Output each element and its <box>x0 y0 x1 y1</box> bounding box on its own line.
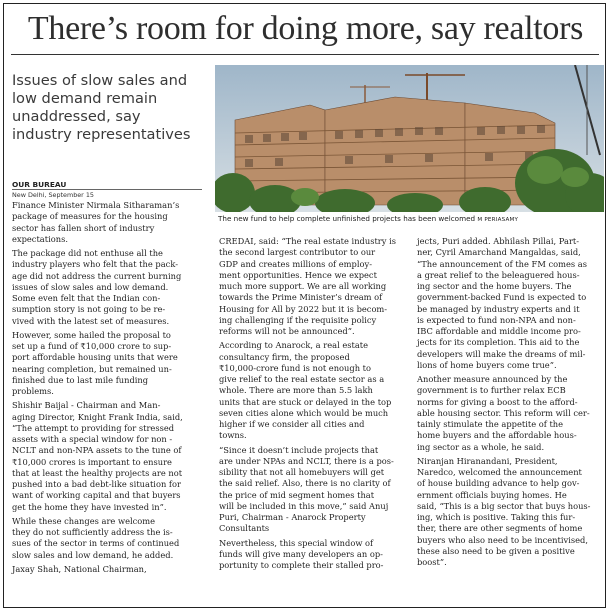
body-line: ing sector as a whole, he said. <box>417 441 545 452</box>
body-line: ₹10,000-crore fund is not enough to <box>219 362 372 373</box>
body-line: assets with a special window for non - <box>12 434 173 444</box>
body-line: whole. There are more than 5.5 lakh <box>219 385 373 396</box>
body-line: want of working capital and that buyers <box>12 490 181 501</box>
body-line: Puri, Chairman - Anarock Property <box>219 512 366 522</box>
body-line: tainly stimulate the appetite of the <box>417 419 564 429</box>
article-column-1 <box>12 200 208 575</box>
body-line: funds will give many developers an op- <box>219 548 383 559</box>
body-line: package of measures for the housing <box>12 211 168 222</box>
body-line: home buyers and the affordable hous- <box>417 430 577 441</box>
byline: OUR BUREAU <box>12 180 67 189</box>
body-line: However, some hailed the proposal to <box>12 329 171 340</box>
body-line: age did not address the current burning <box>12 270 182 281</box>
body-line: CREDAI, said: “The real estate industry is <box>219 236 397 246</box>
body-line: aging Director, Knight Frank India, said, <box>12 411 183 422</box>
body-line: said, “This is a big sector that buys hous- <box>417 500 591 511</box>
body-line: According to Anarock, a real estate <box>219 340 369 351</box>
body-line: expectations. <box>12 233 68 244</box>
body-line: Naredco, welcomed the announcement <box>417 467 582 477</box>
body-line: sumption story is not going to be re- <box>12 304 166 315</box>
body-line: portunity to complete their stalled pro- <box>219 560 384 570</box>
body-line: the price of mid segment homes that <box>219 489 375 500</box>
body-line: ing sector and the home buyers. The <box>417 281 572 291</box>
article-column-3 <box>417 236 606 568</box>
body-line: seven cities alone which would be much <box>219 407 389 418</box>
headline-rule <box>11 54 599 55</box>
body-line: towards the Prime Minister’s dream of <box>219 292 383 303</box>
body-line: Finance Minister Nirmala Sitharaman’s <box>12 200 180 210</box>
byline-rule <box>12 189 202 190</box>
body-line: Niranjan Hiranandani, President, <box>417 455 558 466</box>
body-line: Jaxay Shah, National Chairman, <box>12 563 147 574</box>
body-line: Consultants <box>219 523 270 534</box>
body-line: Shishir Baijal - Chairman and Man- <box>12 400 161 411</box>
body-line: sector has fallen short of industry <box>12 222 155 233</box>
body-line: Another measure announced by the <box>417 374 568 384</box>
deck-line: low demand remain <box>12 90 158 107</box>
body-line: port affordable housing units that were <box>12 352 178 363</box>
body-line: units that are stuck or delayed in the top <box>219 396 392 407</box>
body-line: ₹10,000 crores is important to ensure <box>12 456 172 467</box>
body-line: Housing for All by 2022 but it is becom- <box>219 303 388 314</box>
body-line: that at least the healthy projects are not <box>12 467 183 478</box>
body-line: give relief to the real estate sector as a <box>219 374 385 384</box>
body-line: buyers who also need to be incentivised, <box>417 534 588 545</box>
body-line: lions of home buyers come true”. <box>417 359 557 370</box>
body-line: slow sales and low demand, he added. <box>12 549 174 560</box>
body-line: much more support. We are all working <box>219 281 387 291</box>
body-line: NCLT and non-NPA assets to the tune of <box>12 445 182 456</box>
photo-caption <box>218 213 604 226</box>
deck-line: industry representatives <box>12 126 191 143</box>
body-line: are under NPAs and NCLT, there is a pos- <box>219 455 394 466</box>
body-line: they do not sufficiently address the is- <box>12 527 173 537</box>
caption-text: The new fund to help complete unfinished projects has been welcomed <box>218 214 476 223</box>
body-line: higher if we consider all cities and <box>219 419 365 429</box>
body-line: ther, there are other segments of home <box>417 523 583 534</box>
body-line: ing, which is positive. Taking this fur- <box>417 512 576 522</box>
body-line: of house building advance to help gov- <box>417 478 580 489</box>
body-line: reforms will not be announced”. <box>219 326 355 336</box>
body-line: government is to further relax ECB <box>417 385 566 396</box>
body-line: industry players who felt that the pack- <box>12 259 178 270</box>
body-line: the said relief. Also, there is no clarity of <box>219 478 391 489</box>
body-line: ing challenging if the requisite policy <box>219 314 377 325</box>
body-line: consultancy firm, the proposed <box>219 351 350 362</box>
body-line: towns. <box>219 430 247 441</box>
body-line: sues of the sector in terms of continued <box>12 538 180 549</box>
article-column-2 <box>219 236 409 571</box>
body-line: vived with the latest set of measures. <box>12 315 170 326</box>
body-line: problems. <box>12 386 54 396</box>
body-line: “The attempt to providing for stressed <box>12 422 175 433</box>
body-line: “Since it doesn’t include projects that <box>219 444 379 455</box>
body-line: jects for its completion. This aid to the <box>417 337 580 348</box>
article-clipping <box>3 3 606 608</box>
deck-line: Issues of slow sales and <box>12 72 188 89</box>
body-line: these also need to be given a positive <box>417 545 575 556</box>
construction-photo <box>215 65 604 212</box>
body-line: “The announcement of the FM comes as <box>417 258 587 269</box>
body-line: issues of slow sales and low demand. <box>12 281 169 292</box>
body-line: jects, Puri added. Abhilash Pillai, Part- <box>417 236 580 246</box>
body-line: able housing sector. This reform will cer- <box>417 407 590 418</box>
body-line: sibility that not all homebuyers will get <box>219 467 385 477</box>
body-line: a great relief to the beleaguered hous- <box>417 269 580 280</box>
body-line: boost”. <box>417 557 447 567</box>
body-line: pushed into a bad debt-like situation for <box>12 479 181 489</box>
body-line: nearing completion, but remained un- <box>12 363 172 374</box>
body-line: IBC affordable and middle income pro- <box>417 326 581 336</box>
body-line: will be included in this move,” said Anuj <box>219 500 389 511</box>
body-line: GDP and creates millions of employ- <box>219 258 372 269</box>
body-line: Some even felt that the Indian con- <box>12 293 161 303</box>
dateline: New Delhi, September 15 <box>12 191 94 199</box>
body-line: The package did not enthuse all the <box>12 248 163 258</box>
body-line: ment opportunities. Hence we expect <box>219 269 377 280</box>
body-line: While these changes are welcome <box>12 515 156 526</box>
body-line: get the home they have invested in”. <box>12 501 167 512</box>
body-line: Nevertheless, this special window of <box>219 537 374 548</box>
body-line: set up a fund of ₹10,000 crore to sup- <box>12 341 172 351</box>
photo-credit: M PERIASAMY <box>477 217 519 223</box>
body-line: developers will make the dreams of mil- <box>417 348 586 359</box>
body-line: norms for giving a boost to the afford- <box>417 396 578 407</box>
body-line: is expected to fund non-NPA and non- <box>417 314 576 325</box>
body-line: government-backed Fund is expected to <box>417 292 587 303</box>
deck <box>12 72 202 144</box>
body-line: be managed by industry experts and it <box>417 303 580 314</box>
deck-line: unaddressed, say <box>12 108 141 125</box>
body-line: the second largest contributor to our <box>219 247 376 258</box>
body-line: finished due to last mile funding <box>12 374 149 385</box>
body-line: ner, Cyril Amarchand Mangaldas, said, <box>417 247 581 258</box>
headline: There’s room for doing more, say realtors <box>27 10 584 47</box>
body-line: ernment officials buying homes. He <box>417 489 567 500</box>
